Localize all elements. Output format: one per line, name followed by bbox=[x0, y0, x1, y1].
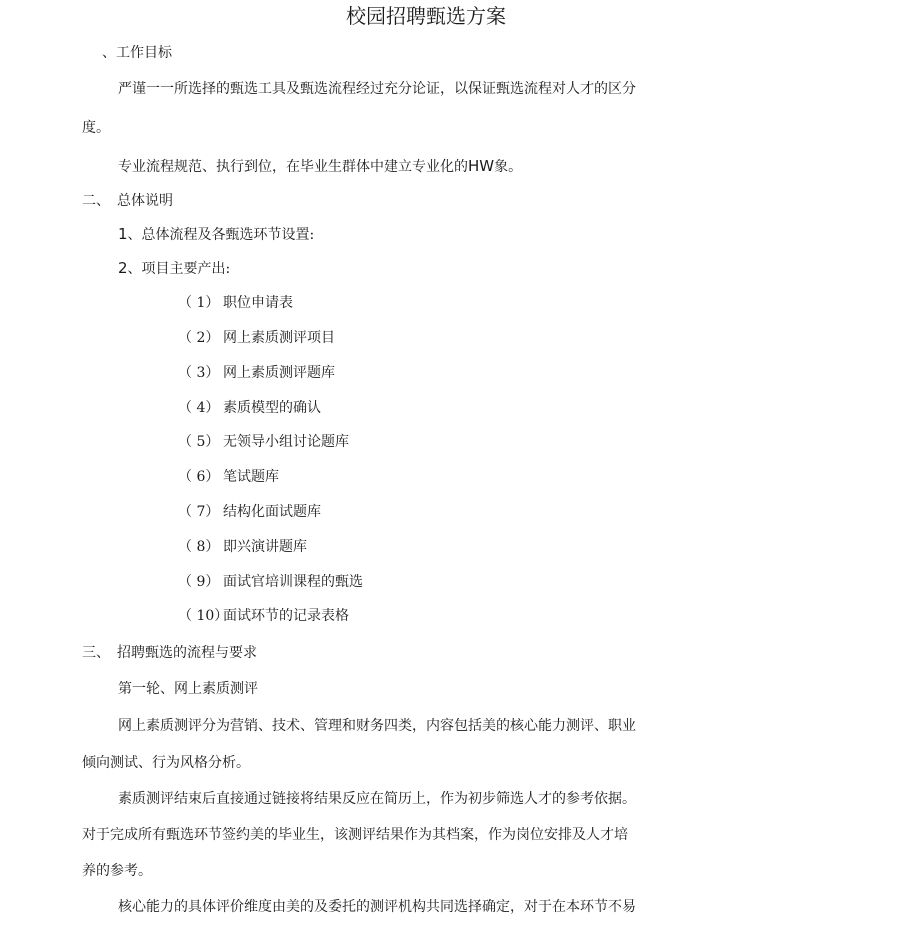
output-item bbox=[178, 572, 363, 592]
output-item-number: （ 4） bbox=[178, 400, 220, 416]
paragraph2-text-a: 专业流程规范、执行到位，在毕业生群体中建立专业化的 bbox=[118, 159, 468, 175]
section1-paragraph2 bbox=[118, 156, 522, 177]
section2-item1 bbox=[118, 224, 314, 245]
output-item-number: （ 7） bbox=[178, 504, 220, 520]
section1-heading: 、工作目标 bbox=[102, 45, 172, 61]
output-item-number: （ 10） bbox=[178, 608, 229, 624]
section3-paragraph2-line1: 素质测评结束后直接通过链接将结果反应在简历上，作为初步筛选人才的参考依据。 bbox=[118, 791, 636, 807]
item1-text: 、总体流程及各甄选环节设置: bbox=[127, 227, 315, 243]
section3-number: 三、 bbox=[82, 645, 110, 661]
output-item-text: 素质模型的确认 bbox=[223, 400, 321, 416]
output-item-text: 笔试题库 bbox=[223, 469, 279, 485]
output-item-text: 即兴演讲题库 bbox=[223, 539, 307, 555]
output-item-text: 面试官培训课程的甄选 bbox=[223, 574, 363, 590]
output-item-number: （ 1） bbox=[178, 295, 220, 311]
section3-heading: 招聘甄选的流程与要求 bbox=[117, 645, 257, 661]
section1-paragraph1-line2: 度。 bbox=[82, 120, 110, 136]
section3-paragraph1-line1: 网上素质测评分为营销、技术、管理和财务四类，内容包括美的核心能力测评、职业 bbox=[118, 718, 636, 734]
section3-paragraph2-line2: 对于完成所有甄选环节签约美的毕业生，该测评结果作为其档案，作为岗位安排及人才培 bbox=[82, 827, 628, 843]
section1-paragraph1-line1: 严谨一一所选择的甄选工具及甄选流程经过充分论证，以保证甄选流程对人才的区分 bbox=[118, 81, 636, 97]
output-item bbox=[178, 363, 335, 383]
section2-number: 二、 bbox=[82, 193, 110, 209]
output-item-text: 网上素质测评项目 bbox=[223, 330, 335, 346]
paragraph2-text-b: 象。 bbox=[494, 159, 523, 175]
output-item-number: （ 5） bbox=[178, 434, 220, 450]
output-item-number: （ 2） bbox=[178, 330, 220, 346]
section3-paragraph2-line3: 养的参考。 bbox=[82, 863, 152, 879]
output-item bbox=[178, 537, 307, 557]
item2-text: 、项目主要产出: bbox=[127, 261, 231, 277]
output-item bbox=[178, 398, 321, 418]
output-item bbox=[178, 432, 349, 452]
paragraph2-hw: HW bbox=[468, 157, 495, 175]
item2-number: 2 bbox=[118, 259, 128, 277]
section2-heading: 总体说明 bbox=[117, 193, 173, 209]
output-item bbox=[178, 328, 335, 348]
section3-paragraph3-line1: 核心能力的具体评价维度由美的及委托的测评机构共同选择确定，对于在本环节不易 bbox=[118, 899, 636, 915]
output-item bbox=[178, 502, 321, 522]
output-item bbox=[178, 467, 279, 487]
output-item-text: 职位申请表 bbox=[223, 295, 293, 311]
section2-item2 bbox=[118, 258, 230, 279]
output-item-text: 无领导小组讨论题库 bbox=[223, 434, 349, 450]
page-title: 校园招聘甄选方案 bbox=[346, 4, 506, 28]
output-item bbox=[178, 293, 293, 313]
output-item-text: 网上素质测评题库 bbox=[223, 365, 335, 381]
output-item-number: （ 9） bbox=[178, 574, 220, 590]
section3-paragraph1-line2: 倾向测试、行为风格分析。 bbox=[82, 755, 250, 771]
output-item-number: （ 8） bbox=[178, 539, 220, 555]
output-item-number: （ 3） bbox=[178, 365, 220, 381]
item1-number: 1 bbox=[118, 225, 128, 243]
output-item-number: （ 6） bbox=[178, 469, 220, 485]
output-item-text: 结构化面试题库 bbox=[223, 504, 321, 520]
output-item-text: 面试环节的记录表格 bbox=[223, 608, 349, 624]
round1-heading: 第一轮、网上素质测评 bbox=[118, 681, 258, 697]
output-item bbox=[178, 606, 349, 626]
